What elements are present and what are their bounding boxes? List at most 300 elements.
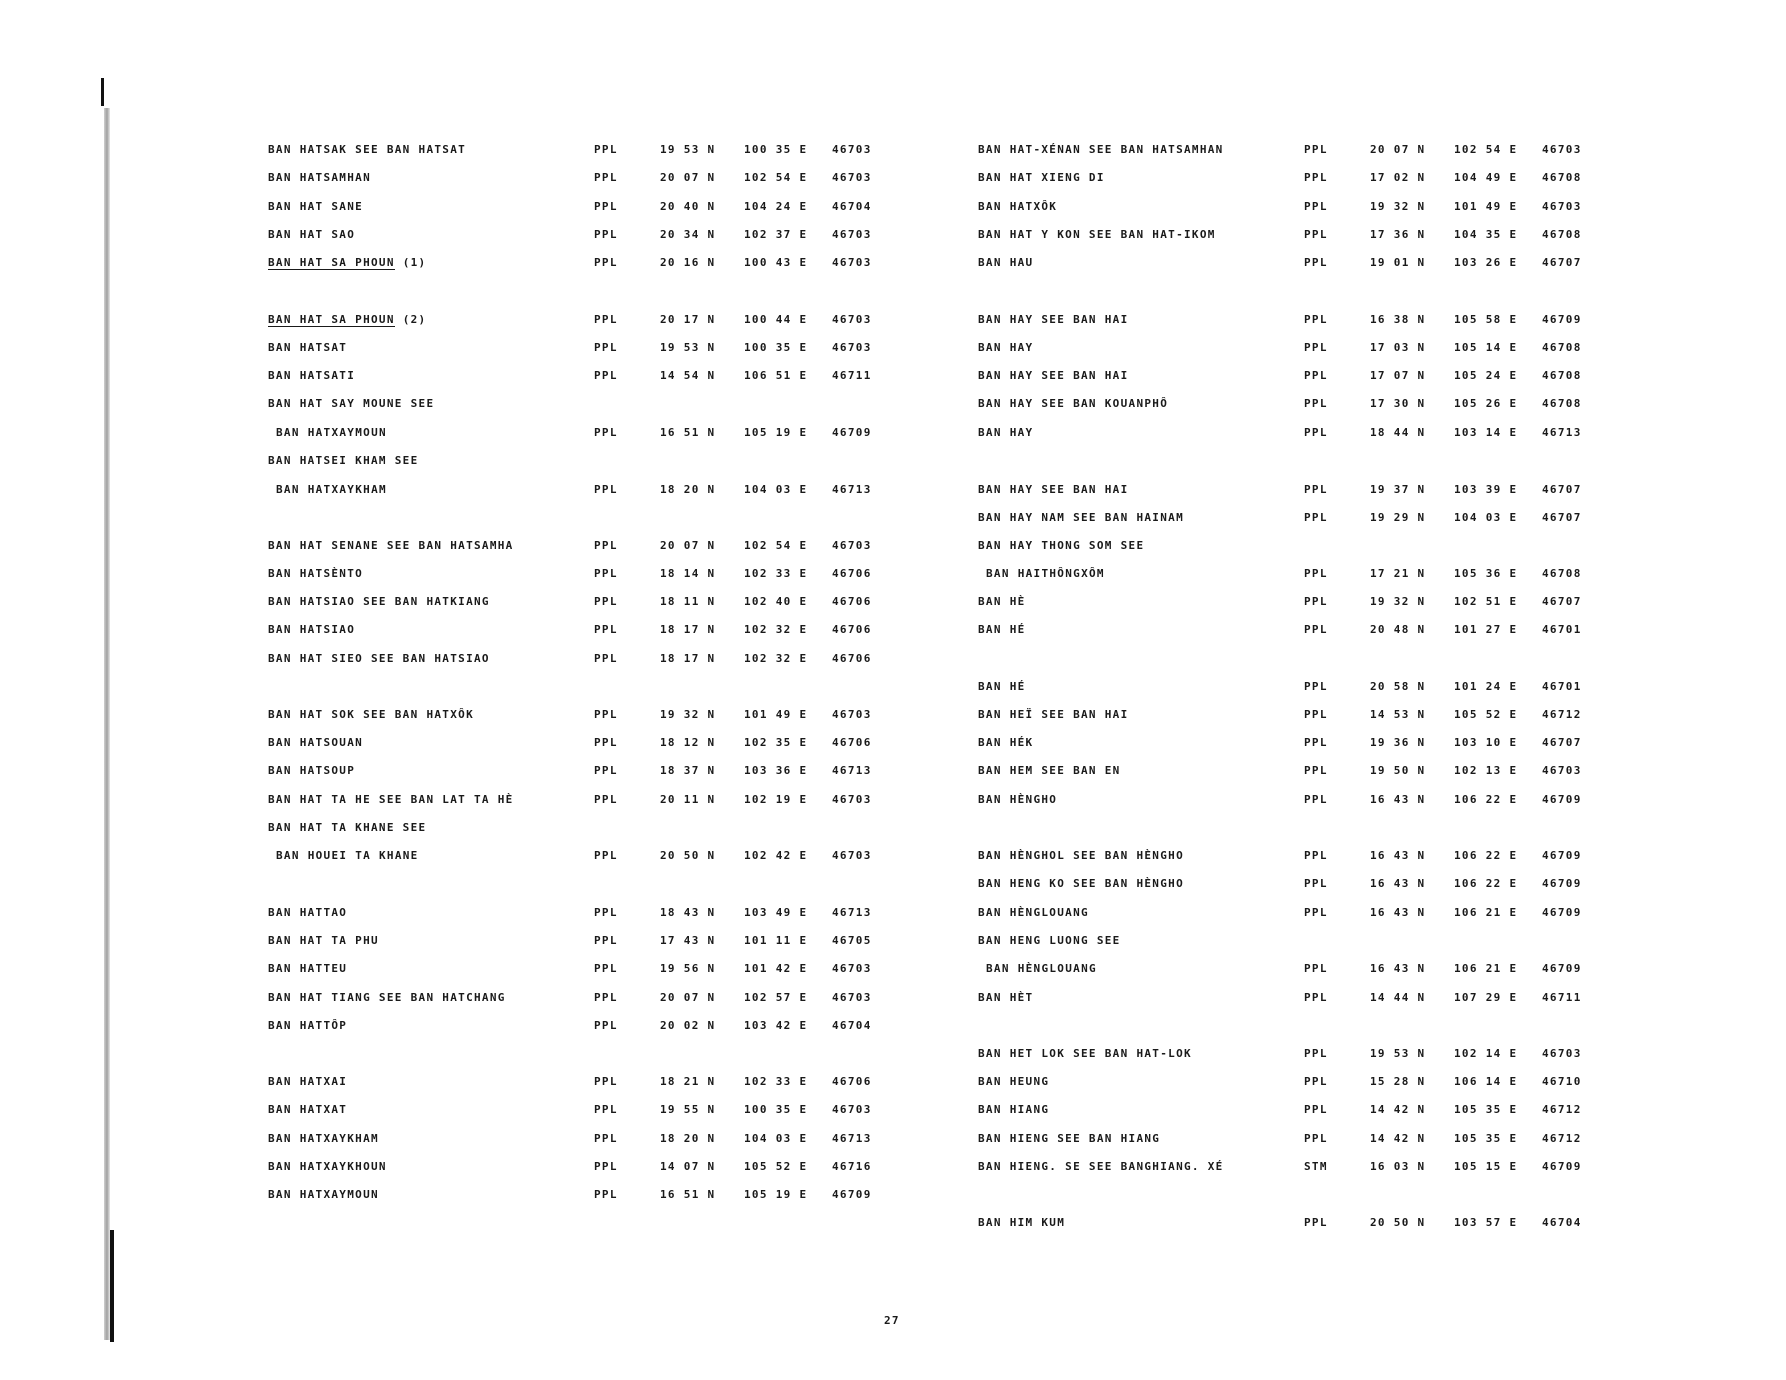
feature-code: PPL (1304, 341, 1328, 354)
feature-code: PPL (1304, 1216, 1328, 1229)
longitude: 104 03 E (1454, 511, 1518, 524)
map-sheet-number: 46703 (832, 539, 872, 552)
gazetteer-row (268, 451, 908, 471)
feature-code: PPL (594, 1132, 618, 1145)
gazetteer-row (978, 1100, 1618, 1120)
place-name (268, 253, 426, 273)
gazetteer-row (978, 197, 1618, 217)
feature-code: PPL (1304, 1075, 1328, 1088)
longitude: 102 57 E (744, 991, 808, 1004)
map-sheet-number: 46713 (832, 483, 872, 496)
place-name-underlined: BAN HAT SA PHOUN (268, 313, 395, 326)
latitude: 14 42 N (1370, 1132, 1426, 1145)
place-name: BAN HATTAO (268, 906, 348, 919)
map-sheet-number: 46708 (1542, 369, 1582, 382)
feature-code: PPL (1304, 1047, 1328, 1060)
place-name: BAN HATXAYMOUN (276, 426, 387, 439)
gazetteer-row (978, 310, 1618, 330)
place-name: BAN HATSEI KHAM SEE (268, 454, 419, 467)
map-sheet-number: 46707 (1542, 511, 1582, 524)
latitude: 18 11 N (660, 595, 716, 608)
map-sheet-number: 46701 (1542, 623, 1582, 636)
place-name: BAN HAT TA HE SEE BAN LAT TA HÈ (268, 793, 514, 806)
longitude: 102 14 E (1454, 1047, 1518, 1060)
place-name: BAN HAT Y KON SEE BAN HAT-IKOM (978, 228, 1216, 241)
place-name: BAN HAT-XÉNAN SEE BAN HATSAMHAN (978, 143, 1224, 156)
map-sheet-number: 46710 (1542, 1075, 1582, 1088)
page-number: 27 (884, 1314, 900, 1327)
latitude: 20 07 N (660, 539, 716, 552)
gazetteer-row (978, 508, 1618, 528)
map-sheet-number: 46713 (1542, 426, 1582, 439)
map-sheet-number: 46712 (1542, 708, 1582, 721)
gazetteer-row (978, 1157, 1618, 1177)
latitude: 20 17 N (660, 313, 716, 326)
place-name: BAN HATTÔP (268, 1019, 348, 1032)
gazetteer-row (268, 818, 908, 838)
map-sheet-number: 46713 (832, 764, 872, 777)
longitude: 101 42 E (744, 962, 808, 975)
map-sheet-number: 46716 (832, 1160, 872, 1173)
latitude: 18 12 N (660, 736, 716, 749)
latitude: 19 53 N (1370, 1047, 1426, 1060)
place-name: BAN HATSÈNTO (268, 567, 364, 580)
gazetteer-row (268, 592, 908, 612)
longitude: 104 03 E (744, 483, 808, 496)
latitude: 16 03 N (1370, 1160, 1426, 1173)
place-name: BAN HAY (978, 341, 1034, 354)
feature-code: PPL (594, 849, 618, 862)
place-name: BAN HAT XIENG DI (978, 171, 1105, 184)
feature-code: PPL (594, 934, 618, 947)
longitude: 104 03 E (744, 1132, 808, 1145)
feature-code: PPL (594, 1075, 618, 1088)
longitude: 106 51 E (744, 369, 808, 382)
longitude: 106 22 E (1454, 793, 1518, 806)
longitude: 106 14 E (1454, 1075, 1518, 1088)
map-sheet-number: 46709 (832, 1188, 872, 1201)
map-sheet-number: 46708 (1542, 567, 1582, 580)
map-sheet-number: 46703 (1542, 1047, 1582, 1060)
place-name: BAN HEM SEE BAN EN (978, 764, 1121, 777)
gazetteer-row (978, 168, 1618, 188)
latitude: 20 07 N (1370, 143, 1426, 156)
place-name: BAN HÈ (978, 595, 1026, 608)
feature-code: PPL (594, 426, 618, 439)
longitude: 105 19 E (744, 426, 808, 439)
feature-code: PPL (594, 991, 618, 1004)
map-sheet-number: 46701 (1542, 680, 1582, 693)
longitude: 105 19 E (744, 1188, 808, 1201)
gazetteer-row (268, 790, 908, 810)
longitude: 106 21 E (1454, 962, 1518, 975)
latitude: 20 50 N (660, 849, 716, 862)
longitude: 103 26 E (1454, 256, 1518, 269)
map-sheet-number: 46709 (1542, 962, 1582, 975)
latitude: 14 54 N (660, 369, 716, 382)
gazetteer-row (268, 1016, 908, 1036)
gazetteer-row (978, 592, 1618, 612)
feature-code: PPL (1304, 369, 1328, 382)
place-name-suffix: (2) (394, 313, 427, 326)
feature-code: PPL (1304, 483, 1328, 496)
map-sheet-number: 46707 (1542, 483, 1582, 496)
latitude: 20 07 N (660, 171, 716, 184)
gazetteer-row (978, 366, 1618, 386)
place-name-suffix: (1) (394, 256, 427, 269)
latitude: 20 16 N (660, 256, 716, 269)
latitude: 19 53 N (660, 341, 716, 354)
place-name: BAN HOUEI TA KHANE (276, 849, 419, 862)
longitude: 100 35 E (744, 341, 808, 354)
longitude: 102 37 E (744, 228, 808, 241)
latitude: 19 29 N (1370, 511, 1426, 524)
map-sheet-number: 46705 (832, 934, 872, 947)
map-sheet-number: 46703 (832, 171, 872, 184)
latitude: 20 11 N (660, 793, 716, 806)
latitude: 18 43 N (660, 906, 716, 919)
map-sheet-number: 46703 (832, 341, 872, 354)
longitude: 102 32 E (744, 623, 808, 636)
map-sheet-number: 46703 (832, 1103, 872, 1116)
feature-code: PPL (1304, 708, 1328, 721)
latitude: 19 56 N (660, 962, 716, 975)
place-name: BAN HAY NAM SEE BAN HAINAM (978, 511, 1184, 524)
map-sheet-number: 46706 (832, 1075, 872, 1088)
longitude: 103 49 E (744, 906, 808, 919)
place-name: BAN HATSAMHAN (268, 171, 371, 184)
map-sheet-number: 46708 (1542, 341, 1582, 354)
gazetteer-row (978, 677, 1618, 697)
place-name: BAN HATXAT (268, 1103, 348, 1116)
place-name: BAN HÈNGHO (978, 793, 1058, 806)
gazetteer-row (978, 846, 1618, 866)
place-name: BAN HEÏ SEE BAN HAI (978, 708, 1129, 721)
latitude: 17 07 N (1370, 369, 1426, 382)
latitude: 16 43 N (1370, 849, 1426, 862)
map-sheet-number: 46704 (832, 1019, 872, 1032)
map-sheet-number: 46709 (1542, 849, 1582, 862)
place-name: BAN HENG KO SEE BAN HÈNGHO (978, 877, 1184, 890)
feature-code: PPL (1304, 397, 1328, 410)
gazetteer-row (268, 310, 908, 330)
gazetteer-row (978, 761, 1618, 781)
place-name: BAN HATSOUP (268, 764, 356, 777)
latitude: 16 43 N (1370, 793, 1426, 806)
feature-code: PPL (594, 595, 618, 608)
longitude: 103 39 E (1454, 483, 1518, 496)
place-name: BAN HAT SAY MOUNE SEE (268, 397, 435, 410)
gazetteer-row (268, 649, 908, 669)
map-sheet-number: 46703 (1542, 764, 1582, 777)
place-name: BAN HET LOK SEE BAN HAT-LOK (978, 1047, 1192, 1060)
longitude: 101 24 E (1454, 680, 1518, 693)
feature-code: PPL (594, 143, 618, 156)
longitude: 103 10 E (1454, 736, 1518, 749)
place-name: BAN HAY THONG SOM SEE (978, 539, 1145, 552)
place-name: BAN HAY SEE BAN HAI (978, 483, 1129, 496)
map-sheet-number: 46711 (832, 369, 872, 382)
place-name: BAN HÈNGLOUANG (978, 906, 1089, 919)
gazetteer-row (268, 1072, 908, 1092)
longitude: 101 11 E (744, 934, 808, 947)
longitude: 102 42 E (744, 849, 808, 862)
longitude: 105 35 E (1454, 1103, 1518, 1116)
place-name: BAN HAT TIANG SEE BAN HATCHANG (268, 991, 506, 1004)
feature-code: PPL (1304, 680, 1328, 693)
place-name: BAN HAY SEE BAN HAI (978, 313, 1129, 326)
latitude: 20 02 N (660, 1019, 716, 1032)
feature-code: PPL (1304, 256, 1328, 269)
place-name: BAN HAITHÔNGXÔM (986, 567, 1105, 580)
place-name: BAN HÈNGLOUANG (986, 962, 1097, 975)
latitude: 19 55 N (660, 1103, 716, 1116)
gazetteer-row (978, 423, 1618, 443)
longitude: 103 14 E (1454, 426, 1518, 439)
gazetteer-row (268, 394, 908, 414)
gazetteer-row (978, 480, 1618, 500)
longitude: 102 13 E (1454, 764, 1518, 777)
gazetteer-row (978, 253, 1618, 273)
latitude: 19 32 N (1370, 200, 1426, 213)
gazetteer-row (978, 903, 1618, 923)
gazetteer-row (978, 733, 1618, 753)
longitude: 105 36 E (1454, 567, 1518, 580)
feature-code: PPL (1304, 228, 1328, 241)
latitude: 16 43 N (1370, 906, 1426, 919)
place-name: BAN HAT TA KHANE SEE (268, 821, 427, 834)
gazetteer-row (268, 620, 908, 640)
gazetteer-row (978, 394, 1618, 414)
place-name: BAN HATXÔK (978, 200, 1058, 213)
gazetteer-row (268, 225, 908, 245)
feature-code: PPL (1304, 736, 1328, 749)
feature-code: PPL (1304, 511, 1328, 524)
map-sheet-number: 46707 (1542, 256, 1582, 269)
gazetteer-row (978, 1213, 1618, 1233)
longitude: 102 33 E (744, 1075, 808, 1088)
latitude: 19 50 N (1370, 764, 1426, 777)
gazetteer-row (268, 536, 908, 556)
gazetteer-row (978, 1044, 1618, 1064)
map-sheet-number: 46703 (832, 256, 872, 269)
place-name: BAN HAU (978, 256, 1034, 269)
latitude: 18 37 N (660, 764, 716, 777)
place-name: BAN HÈT (978, 991, 1034, 1004)
place-name: BAN HIM KUM (978, 1216, 1066, 1229)
place-name: BAN HIENG. SE SEE BANGHIANG. XÉ (978, 1160, 1224, 1173)
place-name: BAN HATTEU (268, 962, 348, 975)
latitude: 19 37 N (1370, 483, 1426, 496)
place-name: BAN HATSATI (268, 369, 356, 382)
place-name: BAN HAT SAO (268, 228, 356, 241)
map-sheet-number: 46708 (1542, 397, 1582, 410)
feature-code: PPL (1304, 764, 1328, 777)
map-sheet-number: 46708 (1542, 228, 1582, 241)
feature-code: PPL (594, 567, 618, 580)
feature-code: PPL (1304, 793, 1328, 806)
gazetteer-row (978, 140, 1618, 160)
feature-code: PPL (594, 1160, 618, 1173)
gazetteer-row (268, 423, 908, 443)
longitude: 105 26 E (1454, 397, 1518, 410)
latitude: 18 17 N (660, 623, 716, 636)
gazetteer-row (268, 480, 908, 500)
place-name: BAN HAT TA PHU (268, 934, 379, 947)
latitude: 18 17 N (660, 652, 716, 665)
place-name: BAN HATXAYKHAM (276, 483, 387, 496)
feature-code: PPL (1304, 991, 1328, 1004)
latitude: 17 36 N (1370, 228, 1426, 241)
latitude: 18 44 N (1370, 426, 1426, 439)
longitude: 106 21 E (1454, 906, 1518, 919)
map-sheet-number: 46707 (1542, 595, 1582, 608)
gazetteer-row (268, 168, 908, 188)
gazetteer-row (978, 1072, 1618, 1092)
latitude: 20 50 N (1370, 1216, 1426, 1229)
map-sheet-number: 46703 (832, 793, 872, 806)
place-name: BAN HATXAYKHOUN (268, 1160, 387, 1173)
place-name: BAN HATSOUAN (268, 736, 364, 749)
longitude: 102 35 E (744, 736, 808, 749)
longitude: 104 35 E (1454, 228, 1518, 241)
feature-code: PPL (594, 483, 618, 496)
gazetteer-row (268, 253, 908, 273)
feature-code: PPL (594, 906, 618, 919)
gazetteer-row (268, 988, 908, 1008)
gazetteer-row (978, 338, 1618, 358)
gazetteer-row (978, 1129, 1618, 1149)
latitude: 19 53 N (660, 143, 716, 156)
latitude: 14 44 N (1370, 991, 1426, 1004)
gazetteer-row (268, 366, 908, 386)
gazetteer-row (268, 338, 908, 358)
longitude: 106 22 E (1454, 849, 1518, 862)
feature-code: PPL (1304, 1132, 1328, 1145)
latitude: 20 58 N (1370, 680, 1426, 693)
latitude: 18 14 N (660, 567, 716, 580)
feature-code: PPL (594, 256, 618, 269)
place-name: BAN HATSIAO (268, 623, 356, 636)
latitude: 14 53 N (1370, 708, 1426, 721)
gazetteer-row (268, 846, 908, 866)
longitude: 101 49 E (1454, 200, 1518, 213)
feature-code: PPL (594, 228, 618, 241)
gazetteer-row (978, 225, 1618, 245)
longitude: 103 36 E (744, 764, 808, 777)
place-name (268, 310, 426, 330)
map-sheet-number: 46711 (1542, 991, 1582, 1004)
place-name: BAN HÉ (978, 623, 1026, 636)
place-name: BAN HAY SEE BAN HAI (978, 369, 1129, 382)
latitude: 18 20 N (660, 483, 716, 496)
latitude: 15 28 N (1370, 1075, 1426, 1088)
longitude: 103 42 E (744, 1019, 808, 1032)
feature-code: PPL (1304, 567, 1328, 580)
map-sheet-number: 46708 (1542, 171, 1582, 184)
latitude: 14 07 N (660, 1160, 716, 1173)
longitude: 107 29 E (1454, 991, 1518, 1004)
longitude: 105 35 E (1454, 1132, 1518, 1145)
latitude: 17 03 N (1370, 341, 1426, 354)
feature-code: PPL (1304, 962, 1328, 975)
longitude: 105 24 E (1454, 369, 1518, 382)
feature-code: PPL (1304, 426, 1328, 439)
latitude: 17 21 N (1370, 567, 1426, 580)
gazetteer-row (268, 140, 908, 160)
place-name: BAN HAY (978, 426, 1034, 439)
place-name: BAN HATXAYMOUN (268, 1188, 379, 1201)
map-sheet-number: 46704 (1542, 1216, 1582, 1229)
map-sheet-number: 46703 (832, 228, 872, 241)
feature-code: PPL (1304, 877, 1328, 890)
gazetteer-row (268, 1185, 908, 1205)
feature-code: PPL (594, 793, 618, 806)
place-name: BAN HIENG SEE BAN HIANG (978, 1132, 1161, 1145)
map-sheet-number: 46709 (832, 426, 872, 439)
map-sheet-number: 46706 (832, 623, 872, 636)
gazetteer-row (268, 931, 908, 951)
longitude: 102 54 E (744, 539, 808, 552)
gazetteer-row (978, 874, 1618, 894)
longitude: 104 24 E (744, 200, 808, 213)
feature-code: PPL (594, 764, 618, 777)
map-sheet-number: 46703 (832, 313, 872, 326)
longitude: 105 52 E (1454, 708, 1518, 721)
gazetteer-row (268, 761, 908, 781)
longitude: 102 51 E (1454, 595, 1518, 608)
feature-code: PPL (594, 1019, 618, 1032)
map-sheet-number: 46709 (1542, 1160, 1582, 1173)
map-sheet-number: 46706 (832, 567, 872, 580)
feature-code: PPL (594, 171, 618, 184)
place-name: BAN HATSAT (268, 341, 348, 354)
map-sheet-number: 46712 (1542, 1103, 1582, 1116)
feature-code: STM (1304, 1160, 1328, 1173)
latitude: 17 30 N (1370, 397, 1426, 410)
map-sheet-number: 46703 (832, 143, 872, 156)
feature-code: PPL (1304, 623, 1328, 636)
gazetteer-row (268, 1100, 908, 1120)
latitude: 17 43 N (660, 934, 716, 947)
map-sheet-number: 46706 (832, 652, 872, 665)
place-name: BAN HATXAYKHAM (268, 1132, 379, 1145)
map-sheet-number: 46713 (832, 1132, 872, 1145)
gazetteer-row (978, 931, 1618, 951)
latitude: 19 32 N (1370, 595, 1426, 608)
feature-code: PPL (594, 1103, 618, 1116)
place-name: BAN HÈNGHOL SEE BAN HÈNGHO (978, 849, 1184, 862)
place-name: BAN HIANG (978, 1103, 1050, 1116)
latitude: 16 38 N (1370, 313, 1426, 326)
gazetteer-row (268, 564, 908, 584)
latitude: 20 34 N (660, 228, 716, 241)
longitude: 105 58 E (1454, 313, 1518, 326)
gazetteer-row (978, 959, 1618, 979)
latitude: 16 51 N (660, 426, 716, 439)
place-name: BAN HATXAI (268, 1075, 348, 1088)
gazetteer-row (268, 1129, 908, 1149)
longitude: 102 54 E (1454, 143, 1518, 156)
longitude: 102 33 E (744, 567, 808, 580)
map-sheet-number: 46703 (1542, 143, 1582, 156)
longitude: 106 22 E (1454, 877, 1518, 890)
feature-code: PPL (594, 539, 618, 552)
place-name: BAN HÉ (978, 680, 1026, 693)
map-sheet-number: 46703 (832, 991, 872, 1004)
latitude: 19 36 N (1370, 736, 1426, 749)
map-sheet-number: 46707 (1542, 736, 1582, 749)
